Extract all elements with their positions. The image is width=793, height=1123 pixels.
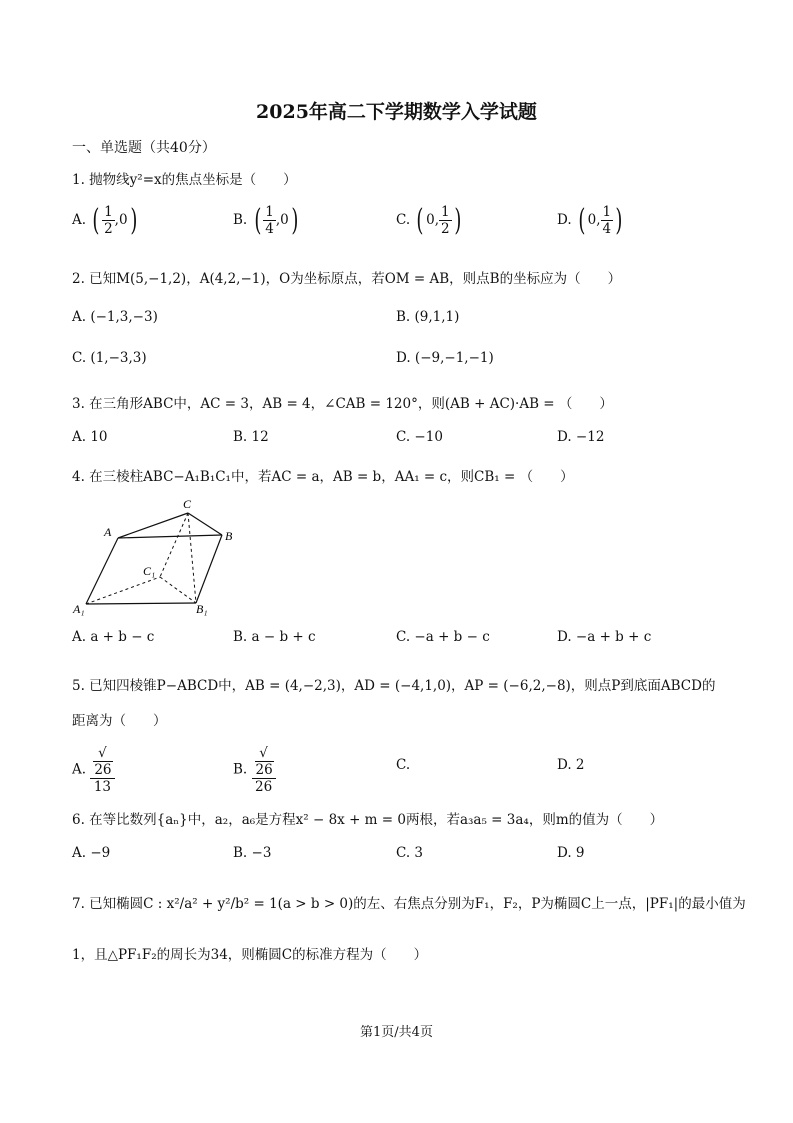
page-title: 2025年高二下学期数学入学试题: [256, 101, 537, 123]
q5-option-a: A. √ 26 13: [72, 745, 115, 795]
prism-figure: [70, 495, 250, 620]
label-b: B: [225, 529, 233, 543]
q2-option-d: D. (−9,−1,−1): [396, 350, 494, 366]
q6-option-b: B. −3: [233, 845, 272, 861]
q1-option-b: B. ( $\frac{1}{4}$ ,0): [233, 203, 299, 238]
q2-option-a: A. (−1,3,−3): [72, 309, 158, 325]
q1-a-label: A.: [72, 212, 87, 228]
q1-option-c: C. ( 0, $\frac{1}{2}$ ): [396, 203, 462, 238]
q5-option-c: C.: [396, 757, 411, 773]
q1-d-label: D.: [557, 212, 572, 228]
q6-stem: 6. 在等比数列{aₙ}中，a₂，a₆是方程x² − 8x + m = 0两根，若a₃a₅ = 3a₄，则m的值为（ ）: [72, 812, 664, 828]
q6-option-a: A. −9: [72, 845, 111, 861]
q4-stem: 4. 在三棱柱ABC−A₁B₁C₁中，若AC = a，AB = b，AA₁ = c，则CB₁ = （ ）: [72, 469, 574, 485]
label-c1: C₁: [143, 564, 156, 578]
label-a: A: [104, 525, 112, 539]
label-c: C: [183, 497, 192, 511]
label-b1: B₁: [196, 602, 208, 616]
q6-option-d: D. 9: [557, 845, 585, 861]
q1-stem: 1. 抛物线y²=x的焦点坐标是（ ）: [72, 172, 297, 188]
q7-stem-cont: 1，且△PF₁F₂的周长为34，则椭圆C的标准方程为（ ）: [72, 947, 428, 963]
q5-option-d: D. 2: [557, 757, 585, 773]
q1-option-d: D. ( 0, $\frac{1}{4}$ ): [557, 203, 623, 238]
q2-option-c: C. (1,−3,3): [72, 350, 147, 366]
page-footer: 第1页/共4页: [360, 1025, 433, 1040]
q2-stem: 2. 已知M(5,−1,2)，A(4,2,−1)，O为坐标原点，若OM = AB，则点B的坐标应为（ ）: [72, 271, 622, 287]
q2-option-b: B. (9,1,1): [396, 309, 460, 325]
label-a1: A₁: [73, 602, 85, 616]
q3-option-b: B. 12: [233, 429, 269, 445]
q5-stem: 5. 已知四棱锥P−ABCD中，AB = (4,−2,3)，AD = (−4,1,0)，AP = (−6,2,−8)，则点P到底面ABCD的: [72, 678, 716, 694]
section-heading: 一、单选题（共40分）: [72, 140, 216, 156]
q5-stem-cont: 距离为（ ）: [72, 713, 167, 729]
q4-option-c: C. −a + b − c: [396, 629, 490, 645]
q4-option-a: A. a + b − c: [72, 629, 155, 645]
q1-option-a: A. ( $\frac{1}{2}$ ,0): [72, 203, 137, 238]
q1-c-label: C.: [396, 212, 411, 228]
q3-option-d: D. −12: [557, 429, 605, 445]
q4-option-b: B. a − b + c: [233, 629, 316, 645]
q3-option-c: C. −10: [396, 429, 443, 445]
q3-stem: 3. 在三角形ABC中，AC = 3，AB = 4，∠CAB = 120°，则(AB + AC)·AB = （ ）: [72, 396, 613, 412]
q1-b-label: B.: [233, 212, 248, 228]
q5-option-b: B. √ 26 26: [233, 745, 276, 795]
q4-option-d: D. −a + b + c: [557, 629, 652, 645]
q7-stem: 7. 已知椭圆C : x²/a² + y²/b² = 1(a > b > 0)的左、右焦点分别为F₁，F₂，P为椭圆C上一点，|PF₁|的最小值为: [72, 896, 746, 912]
q3-option-a: A. 10: [72, 429, 108, 445]
q6-option-c: C. 3: [396, 845, 424, 861]
